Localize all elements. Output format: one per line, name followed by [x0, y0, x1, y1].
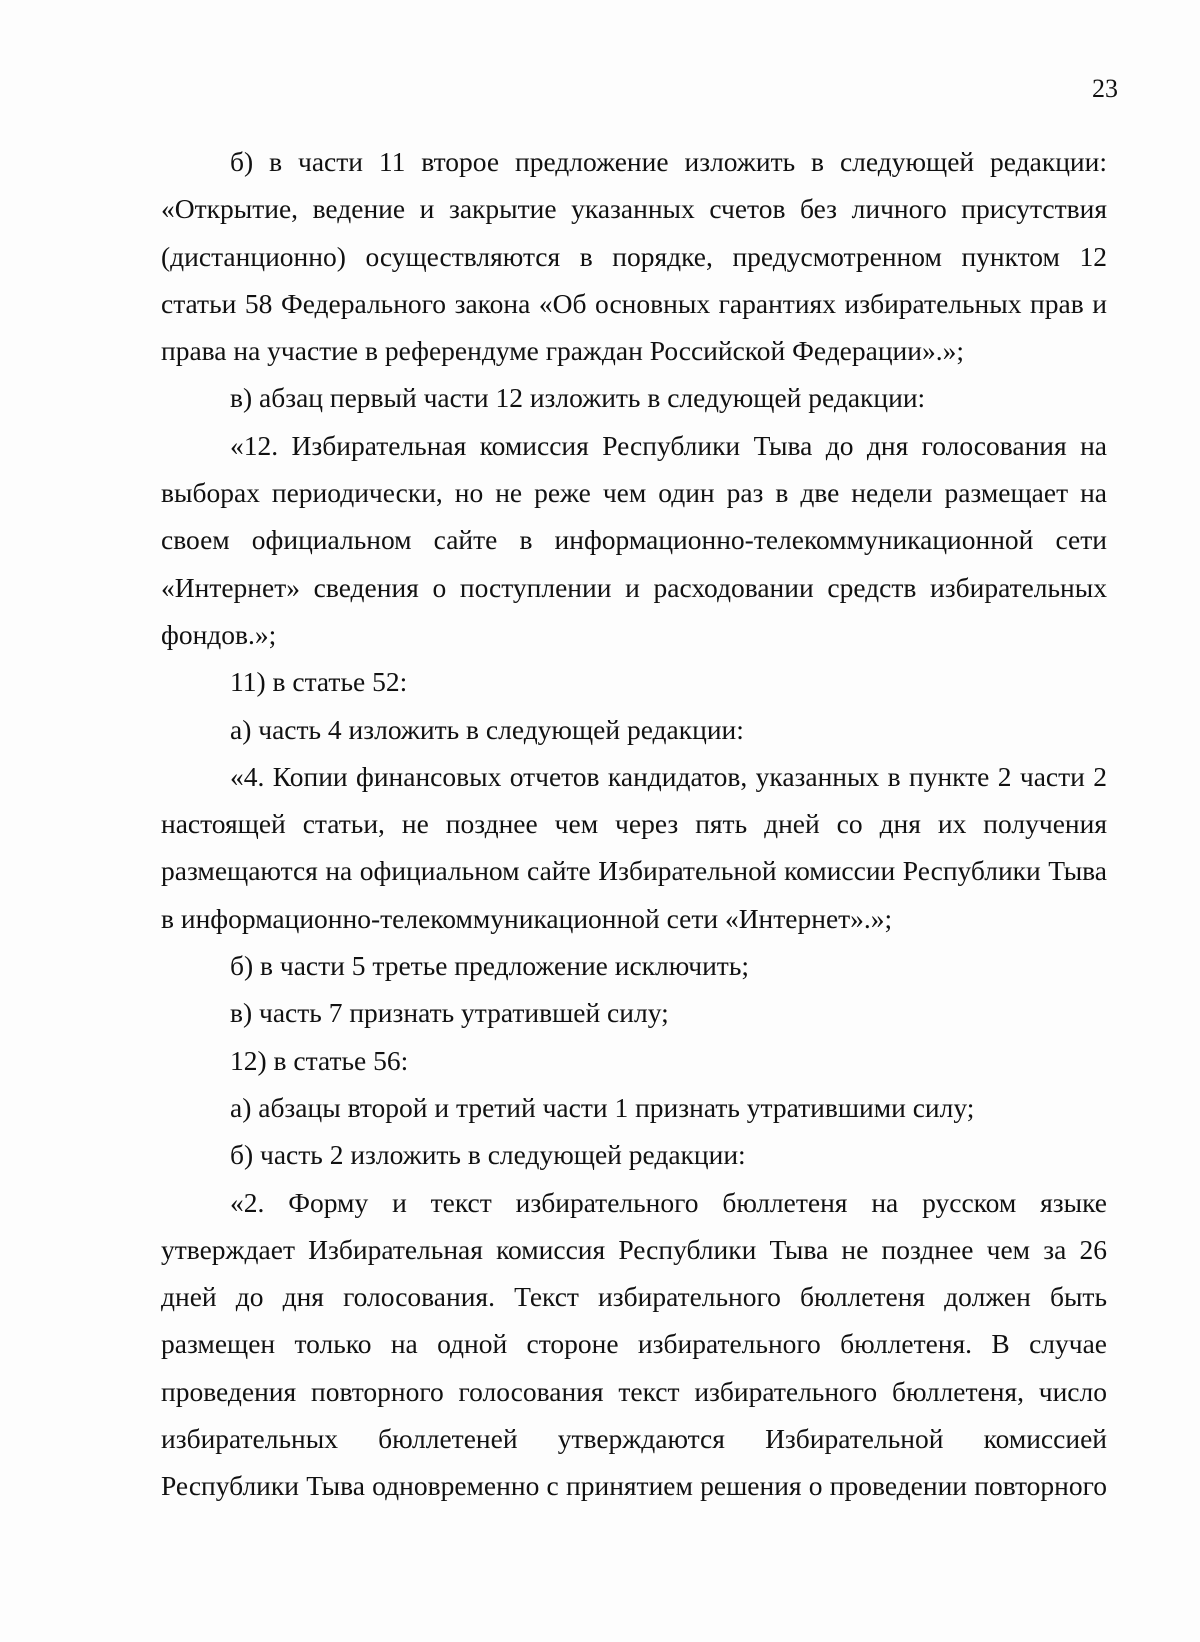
paragraph-part-12-text: «12. Избирательная комиссия Республики Тыва до дня голосования на выборах периодически, но не реже чем один раз в две недели размещает на своем официальном сайте в информационно-телекоммуникационной сети «Интернет» сведения о поступлении и расходовании средств избирательных фондов.»; [161, 429, 1107, 650]
paragraph-amend-part-12: в) абзац первый части 12 изложить в следующей редакции: [230, 382, 926, 414]
paragraph-amend-part-11: б) в части 11 второе предложение изложить в следующей редакции: «Открытие, ведение и закрытие указанных счетов без личного присутствия (дистанционно) осуществляются в порядке, предусмотренном пунктом 12 статьи 58 Федерального закона «Об основных гарантиях избирательных прав и права на участие в референдуме граждан Российской Федерации».»; [161, 146, 1107, 367]
paragraph-amend-part-2: б) часть 2 изложить в следующей редакции: [230, 1139, 746, 1171]
paragraph-part-4-text: «4. Копии финансовых отчетов кандидатов, указанных в пункте 2 части 2 настоящей статьи, не позднее чем через пять дней со дня их получения размещаются на официальном сайте Избирательной комиссии Республики Тыва в информационно-телекоммуникационной сети «Интернет».»; [161, 760, 1107, 934]
paragraph-amend-part-4: а) часть 4 изложить в следующей редакции: [230, 713, 744, 745]
paragraph-part-5-exclude: б) в части 5 третье предложение исключить; [230, 950, 750, 982]
paragraph-article-56: 12) в статье 56: [230, 1044, 409, 1076]
paragraph-part-1-void: а) абзацы второй и третий части 1 признать утратившими силу; [230, 1091, 975, 1123]
paragraph-part-7-void: в) часть 7 признать утратившей силу; [230, 997, 669, 1029]
page-number: 23 [1092, 74, 1118, 103]
paragraph-article-52: 11) в статье 52: [230, 666, 408, 698]
paragraph-part-2-text: «2. Форму и текст избирательного бюллетеня на русском языке утверждает Избирательная комиссия Республики Тыва не позднее чем за 26 дней до дня голосования. Текст избирательного бюллетеня должен быть размещен только на одной стороне избирательного бюллетеня. В случае проведения повторного голосования текст избирательного бюллетеня, число избирательных бюллетеней утверждаются Избирательной комиссией Республики Тыва одновременно с принятием решения о проведении повторного [161, 1186, 1107, 1502]
document-body [161, 138, 1107, 1510]
